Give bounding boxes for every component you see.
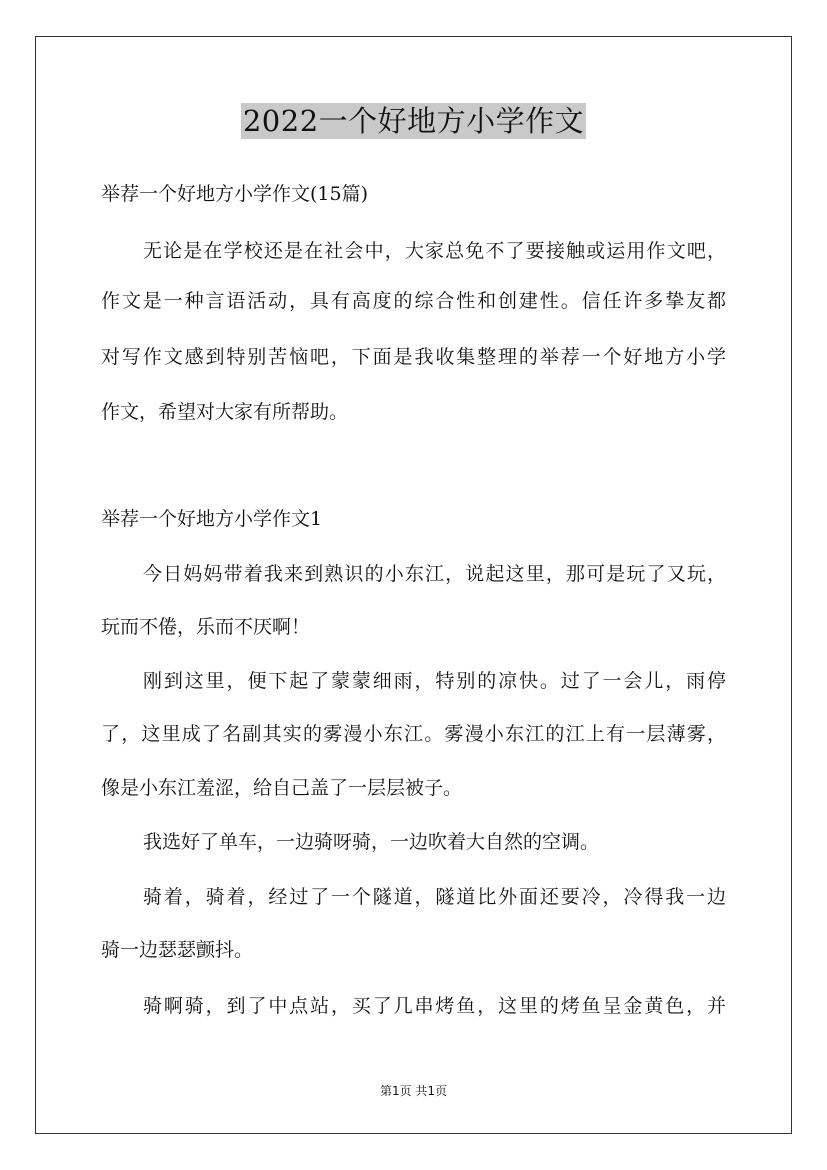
page-footer (0, 1083, 827, 1099)
page-number: 第1页 共1页 (379, 1084, 448, 1098)
essay-line-7: 骑着，骑着，经过了一个隧道，隧道比外面还要冷，冷得我一边 (143, 886, 726, 908)
intro-line-2: 作文是一种言语活动，具有高度的综合性和创建性。信任许多挚友都 (101, 290, 726, 312)
intro-heading: 举荐一个好地方小学作文(15篇) (101, 183, 369, 205)
essay-line-2: 玩而不倦，乐而不厌啊！ (101, 616, 311, 638)
document-title (0, 101, 827, 141)
document-title-text: 2022一个好地方小学作文 (242, 104, 585, 138)
essay-line-5: 像是小东江羞涩，给自己盖了一层层被子。 (101, 777, 463, 799)
essay-line-9: 骑啊骑，到了中点站，买了几串烤鱼，这里的烤鱼呈金黄色，并 (143, 995, 726, 1017)
intro-line-1: 无论是在学校还是在社会中，大家总免不了要接触或运用作文吧， (143, 240, 726, 262)
essay-line-8: 骑一边瑟瑟颤抖。 (101, 939, 254, 961)
intro-line-4: 作文，希望对大家有所帮助。 (101, 401, 349, 423)
intro-line-3: 对写作文感到特别苦恼吧，下面是我收集整理的举荐一个好地方小学 (101, 346, 726, 368)
essay-line-1: 今日妈妈带着我来到熟识的小东江，说起这里，那可是玩了又玩， (143, 563, 726, 585)
essay-line-3: 刚到这里，便下起了蒙蒙细雨，特别的凉快。过了一会儿，雨停 (143, 670, 726, 692)
essay-line-6: 我选好了单车，一边骑呀骑，一边吹着大自然的空调。 (143, 831, 600, 853)
essay-line-4: 了，这里成了名副其实的雾漫小东江。雾漫小东江的江上有一层薄雾， (101, 723, 726, 745)
essay-heading: 举荐一个好地方小学作文1 (101, 508, 323, 530)
